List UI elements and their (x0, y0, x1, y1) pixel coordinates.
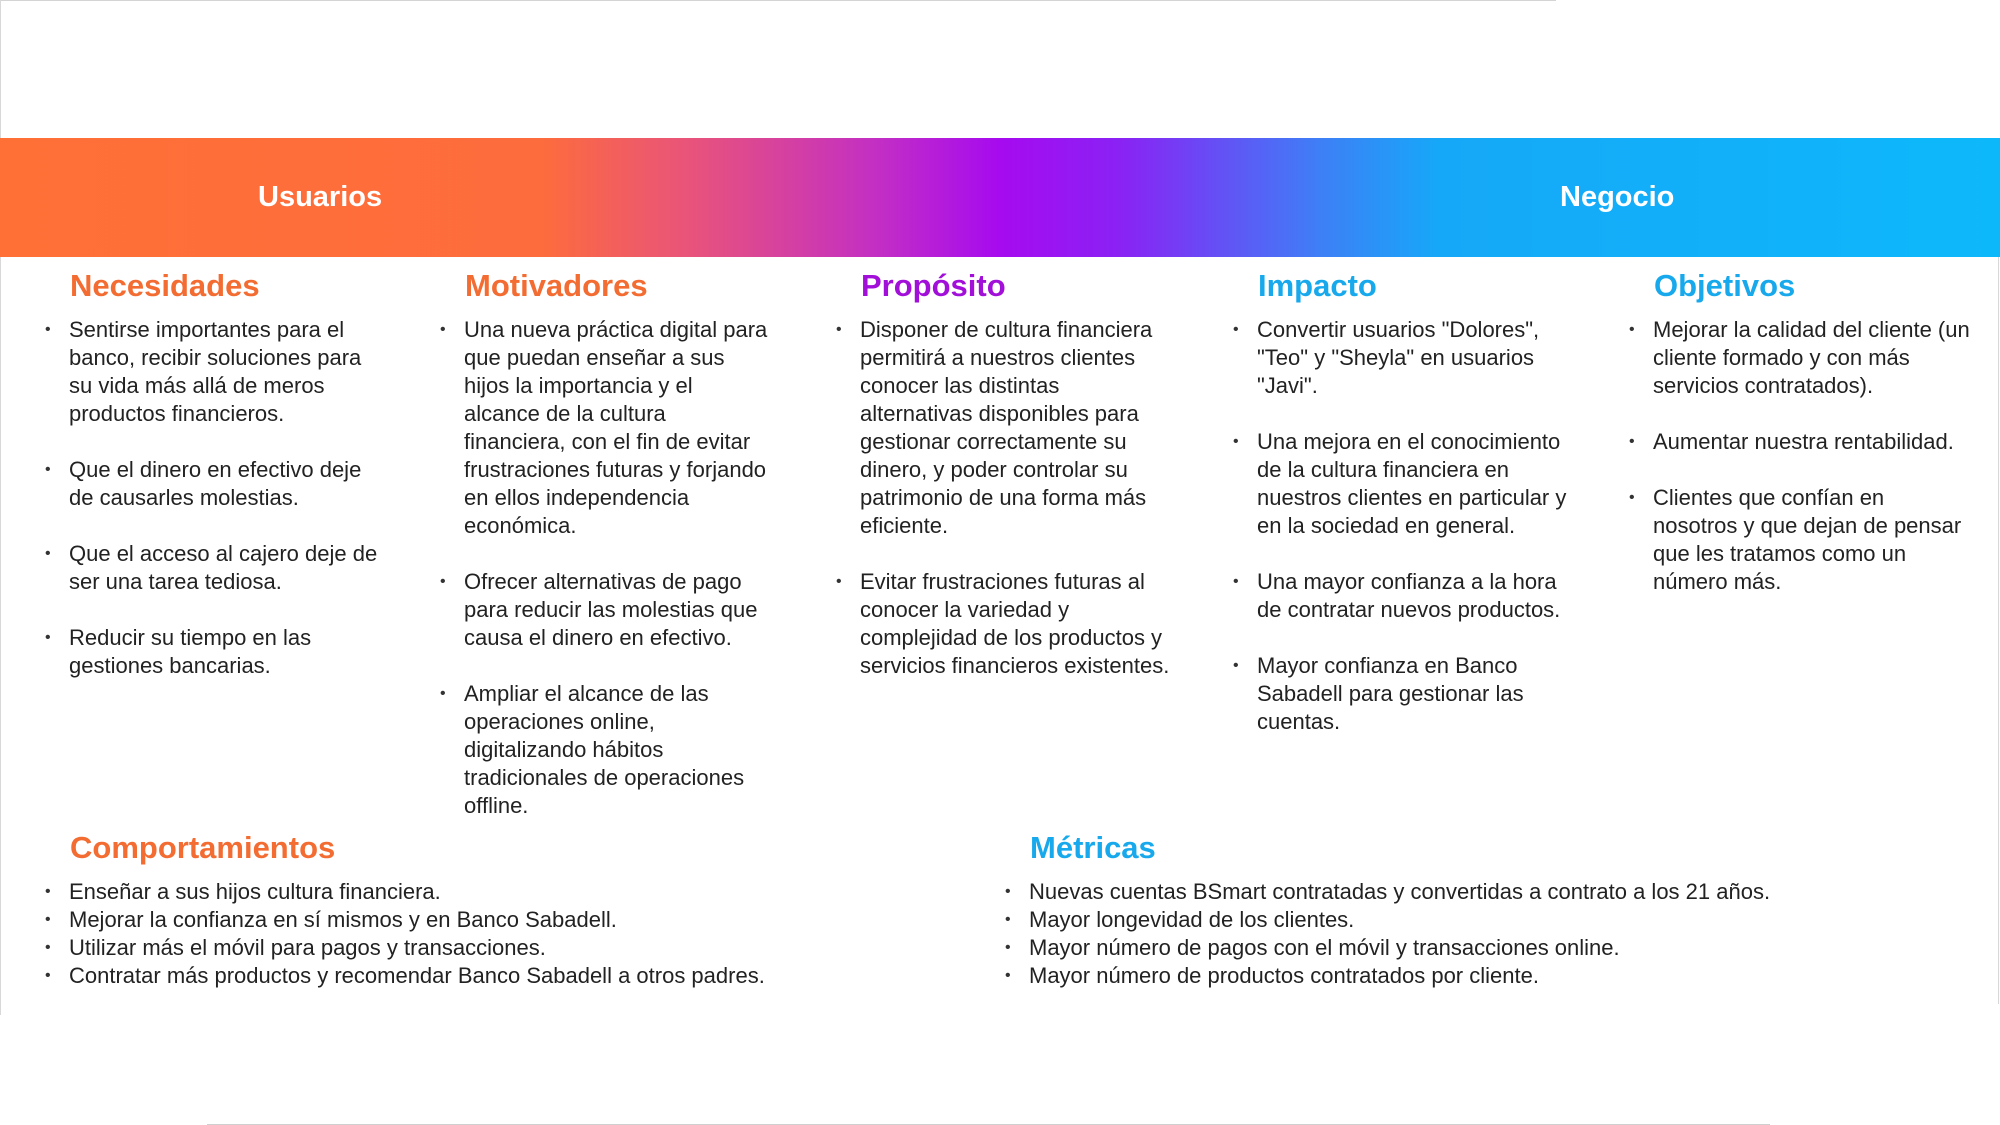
section-title-impacto: Impacto (1258, 268, 1377, 303)
list-item: • Disponer de cultura financiera permitirá a nuestros clientes conocer las distintas alternativas disponibles para gestionar correctamente su dinero, y poder controlar su patrimonio de una forma más eficiente. (836, 316, 1176, 540)
section-title-objetivos: Objetivos (1654, 268, 1796, 303)
list-item: • Enseñar a sus hijos cultura financiera. (45, 878, 845, 906)
list-item: • Evitar frustraciones futuras al conocer la variedad y complejidad de los productos y servicios financieros existentes. (836, 568, 1176, 680)
section-comportamientos (45, 832, 845, 990)
necesidades-list (45, 316, 385, 680)
list-item: • Que el dinero en efectivo deje de causarles molestias. (45, 456, 385, 512)
list-item: • Aumentar nuestra rentabilidad. (1629, 428, 1974, 456)
banner-label-negocio: Negocio (1560, 181, 1675, 213)
list-item: • Que el acceso al cajero deje de ser una tarea tediosa. (45, 540, 385, 596)
section-title-comportamientos: Comportamientos (70, 830, 336, 865)
list-item: • Contratar más productos y recomendar Banco Sabadell a otros padres. (45, 962, 845, 990)
list-item: • Utilizar más el móvil para pagos y transacciones. (45, 934, 845, 962)
list-item: • Ampliar el alcance de las operaciones online, digitalizando hábitos tradicionales de operaciones offline. (440, 680, 770, 820)
section-objetivos (1629, 270, 1974, 624)
section-title-motivadores: Motivadores (465, 268, 648, 303)
section-title-proposito: Propósito (861, 268, 1006, 303)
section-title-metricas: Métricas (1030, 830, 1156, 865)
section-metricas (1005, 832, 1905, 990)
list-item: • Mayor longevidad de los clientes. (1005, 906, 1905, 934)
list-item: • Clientes que confían en nosotros y que dejan de pensar que les tratamos como un número más. (1629, 484, 1974, 596)
list-item: • Una mayor confianza a la hora de contratar nuevos productos. (1233, 568, 1573, 624)
list-item: • Mejorar la calidad del cliente (un cliente formado y con más servicios contratados). (1629, 316, 1974, 400)
list-item: • Una nueva práctica digital para que puedan enseñar a sus hijos la importancia y el alcance de la cultura financiera, con el fin de evitar frustraciones futuras y forjando en ellos independencia económica. (440, 316, 770, 540)
impacto-list (1233, 316, 1573, 736)
section-impacto (1233, 270, 1573, 764)
section-proposito (836, 270, 1176, 708)
list-item: • Convertir usuarios "Dolores", "Teo" y "Sheyla" en usuarios "Javi". (1233, 316, 1573, 400)
right-border-line (1998, 138, 1999, 1004)
list-item: • Sentirse importantes para el banco, recibir soluciones para su vida más allá de meros productos financieros. (45, 316, 385, 428)
list-item: • Mayor número de pagos con el móvil y transacciones online. (1005, 934, 1905, 962)
metricas-list (1005, 878, 1905, 990)
section-motivadores (440, 270, 770, 848)
list-item: • Ofrecer alternativas de pago para reducir las molestias que causa el dinero en efectivo. (440, 568, 770, 652)
list-item: • Mejorar la confianza en sí mismos y en Banco Sabadell. (45, 906, 845, 934)
list-item: • Una mejora en el conocimiento de la cultura financiera en nuestros clientes en particular y en la sociedad en general. (1233, 428, 1573, 540)
list-item: • Nuevas cuentas BSmart contratadas y convertidas a contrato a los 21 años. (1005, 878, 1905, 906)
banner-label-usuarios: Usuarios (258, 181, 383, 213)
list-item: • Mayor número de productos contratados por cliente. (1005, 962, 1905, 990)
motivadores-list (440, 316, 770, 820)
gradient-banner (0, 138, 2000, 257)
list-item: • Reducir su tiempo en las gestiones bancarias. (45, 624, 385, 680)
section-necesidades (45, 270, 385, 708)
list-item: • Mayor confianza en Banco Sabadell para gestionar las cuentas. (1233, 652, 1573, 736)
objetivos-list (1629, 316, 1974, 596)
top-border-line (0, 0, 1556, 1)
section-title-necesidades: Necesidades (70, 268, 260, 303)
comportamientos-list (45, 878, 845, 990)
proposito-list (836, 316, 1176, 680)
